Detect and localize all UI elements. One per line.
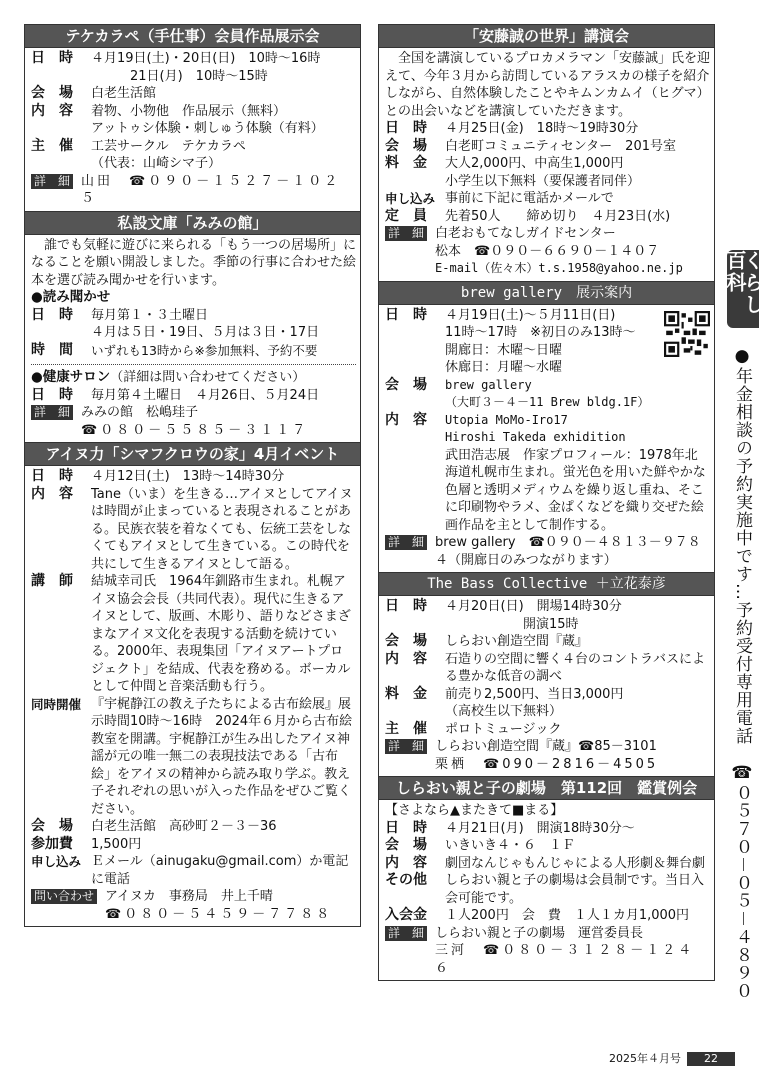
row-label: 詳 細: [385, 226, 427, 241]
row-label: 日 時: [385, 598, 427, 614]
row-label: 日 時: [385, 306, 427, 323]
row-value: 白老町コミュニティセンター 201号室: [445, 138, 676, 154]
info-row: [31, 486, 356, 574]
section-bass: [378, 573, 715, 777]
row-value: Tane（いま）を生きる…アイヌとしてアイヌは時間が止まっていると表現されることがある。民族衣装を着なくても、伝統工芸をしなくてもアイヌとして生きている。この時代を共にして生きるアイヌとして語る。: [91, 486, 353, 572]
pension-notice: ●年金相談の予約実施中です…予約受付専用電話 ☎０５７０－０５－４８９０: [732, 346, 752, 1000]
row-value: 11時～17時 ※初日のみ13時～: [445, 325, 636, 340]
row-value: 白老生活館 高砂町２－３－36: [91, 819, 277, 834]
row-label: 会 場: [31, 818, 73, 834]
info-row: [385, 855, 710, 873]
row-value: （代表：山崎シマ子）: [91, 156, 222, 171]
row-label: 同時開催: [31, 696, 82, 712]
section-mimi: [24, 212, 361, 444]
row-value: 栗栖 ☎090－2816－4505: [435, 756, 659, 772]
info-row: [385, 377, 710, 412]
row-label: 日 時: [31, 306, 73, 323]
info-row: [31, 50, 356, 85]
info-row: [31, 888, 356, 923]
row-label: 時 間: [31, 341, 73, 358]
row-label: 詳 細: [385, 739, 427, 754]
row-value: 工芸サークル テケカラペ: [91, 138, 246, 154]
row-value: 先着50人 締め切り ４月23日(水): [445, 208, 671, 224]
row-label: 内 容: [31, 102, 73, 119]
row-value: 開演15時: [445, 616, 579, 632]
info-row: [385, 721, 710, 739]
info-row: [385, 738, 710, 773]
row-label: 日 時: [31, 386, 73, 403]
row-value: ４月19日(土)～５月11日(日): [445, 307, 616, 323]
row-label: 会 場: [31, 85, 73, 101]
row-label: 詳 細: [31, 405, 73, 420]
row-label: 内 容: [385, 411, 427, 428]
row-label: 問い合わせ: [31, 889, 97, 904]
info-row: [385, 225, 710, 278]
row-value: ☎０８０－５５８５－３１１７: [81, 422, 309, 438]
row-value: 三河 ☎０８０－３１２８－１２４６: [435, 943, 695, 976]
info-row: [385, 651, 710, 686]
row-label: 会 場: [385, 137, 427, 154]
row-label: 内 容: [31, 485, 73, 502]
row-value: ４月21日(月) 開演18時30分～: [445, 820, 635, 836]
qr-code-icon[interactable]: [664, 311, 710, 357]
row-label: 会 場: [385, 376, 427, 393]
section-body: [379, 596, 714, 776]
info-row: [385, 534, 710, 569]
row-value: 劇団なんじゃもんじゃによる人形劇＆舞台劇: [445, 855, 706, 871]
row-label: 料 金: [385, 155, 427, 171]
row-value: Ｅメール（ainugaku@gmail.com）か電記に電話: [91, 854, 349, 887]
row-value: 事前に下記に電話かメールで: [445, 191, 614, 206]
row-label: 内 容: [385, 854, 427, 871]
row-value: 結城幸司氏 1964年釧路市生まれ。札幌アイヌ協会会長（共同代表）。現代に生きるアイヌとして、版画、木彫り、語りなどさまざまなアイヌ文化を表現する活動を続けている。2000年、表現集団「アイヌアートプロジェクト」を結成、代表を務める。ボーカルとして仲間と音楽活動も行う。: [91, 574, 351, 694]
info-row: [385, 633, 710, 651]
row-value: いきいき４・６ １Ｆ: [445, 838, 576, 853]
info-row: [385, 907, 710, 925]
info-row: [31, 818, 356, 836]
row-value: 毎月第１・３土曜日: [91, 307, 209, 323]
subheading: ●健康サロン: [31, 369, 111, 385]
info-row: [385, 307, 710, 377]
row-value: 大人2,000円、中高生1,000円: [445, 156, 624, 171]
row-label: 日 時: [31, 468, 73, 484]
info-row: [31, 85, 356, 103]
info-row: [31, 138, 356, 173]
row-value: しらおい親と子の劇場は会員制です。当日入会可能です。: [445, 873, 704, 906]
row-value: ４月20日(日) 開場14時30分: [445, 599, 622, 614]
row-value: 開廊日：木曜～日曜: [445, 342, 563, 358]
row-value: 1,500円: [91, 836, 142, 852]
row-value: １人200円 会 費 １人１カ月1,000円: [445, 908, 690, 923]
row-label: 申し込み: [385, 191, 436, 206]
row-label: 主 催: [31, 137, 73, 154]
info-row: [31, 696, 356, 819]
info-row: [31, 103, 356, 138]
info-row: [385, 190, 710, 208]
row-value: （大町３－４－11 Brew bldg.1F）: [445, 395, 650, 409]
section-ando: [378, 24, 715, 282]
info-row: [385, 208, 710, 226]
row-value: 『宇梶静江の教え子たちによる古布絵展』展示時間10時～16時 2024年６月から古布絵教室を開講。宇梶静江が生み出したアイヌ神謡が元の唯一無二の表現技法である「古布絵」をアイヌの精神から読み取り学ぶ。教え子それぞれの思いが入った作品をぜひご覧ください。: [91, 696, 353, 817]
category-tab: くらし百科: [727, 250, 759, 328]
row-label: 入会金: [385, 907, 427, 923]
info-row: [31, 573, 356, 696]
row-label: 内 容: [385, 650, 427, 667]
row-value: 白老生活館: [91, 86, 157, 101]
row-value: ポロトミュージック: [445, 721, 562, 737]
row-value: 武田浩志展 作家プロフィール：1978年北海道札幌市生まれ。蛍光色を用いた鮮やかな色層と透明メディウムを繰り返し重ね、そこに印刷物やラメ、金ぱくなどを織り交ぜた絵画作品を主として制作する。: [445, 447, 706, 533]
info-row: [385, 872, 710, 907]
row-value: 休廊日：月曜～水曜: [445, 360, 563, 375]
section-title: しらおい親と子の劇場 第112回 鑑賞例会: [379, 777, 714, 800]
info-row: [385, 820, 710, 838]
page-number: 22: [687, 1052, 735, 1066]
info-row: [385, 120, 710, 138]
info-row: [31, 468, 356, 486]
row-label: 詳 細: [31, 174, 73, 189]
info-row: [385, 598, 710, 633]
row-value: 山田 ☎０９０－１５２７－１０２５: [81, 173, 341, 206]
info-row: [31, 173, 356, 208]
row-value: ４月12日(土) 13時～14時30分: [91, 469, 285, 484]
row-value: Hiroshi Takeda exhidition: [445, 430, 626, 444]
info-row: [385, 138, 710, 156]
row-label: 申し込み: [31, 854, 82, 869]
info-row: [385, 837, 710, 855]
info-row: [385, 925, 710, 978]
info-row: [385, 412, 710, 535]
row-label: 日 時: [385, 819, 427, 836]
intro-text: 誰でも気軽に遊びに来られる「もう一つの居場所」になることを願い開設しました。季節の行事に合わせた絵本を選び読み聞かせを行います。: [31, 237, 357, 288]
row-value: いずれも13時から※参加無料、予約不要: [91, 342, 318, 358]
section-body: [25, 466, 360, 926]
section-body: [25, 235, 360, 443]
row-value: アイヌカ 事務局 井上千晴: [105, 889, 273, 904]
info-row: [31, 836, 356, 854]
info-row: [385, 155, 710, 190]
row-label: その他: [385, 872, 427, 888]
row-label: 会 場: [385, 633, 427, 649]
section-title: The Bass Collective ＋立花泰彦: [379, 573, 714, 596]
section-title: brew gallery 展示案内: [379, 282, 714, 305]
info-row: [31, 387, 356, 405]
row-value: （高校生以下無料）: [445, 704, 563, 719]
section-body: [25, 48, 360, 211]
row-value: しらおい創造空間『蔵』: [445, 634, 589, 649]
section-tekakarape: [24, 24, 361, 212]
row-value: ４月は５日・19日、５月は３日・17日: [91, 325, 320, 340]
row-value: 石造りの空間に響く４台のコントラバスによる豊かな低音の調べ: [445, 651, 706, 684]
row-label: 料 金: [385, 685, 427, 702]
info-row: [31, 342, 356, 360]
row-label: 会 場: [385, 837, 427, 853]
divider: [31, 364, 356, 365]
section-theater: [378, 777, 715, 981]
section-ainu: [24, 443, 361, 927]
row-value: ４月19日(土)・20日(日) 10時～16時: [91, 51, 321, 66]
row-value: 白老おもてなしガイドセンター: [435, 226, 616, 241]
row-value: アットゥシ体験・刺しゅう体験（有料）: [91, 121, 324, 136]
row-value: 小学生以下無料（要保護者同伴）: [445, 173, 641, 189]
play-title: 【さよなら▲またきて■まる】: [385, 803, 564, 818]
section-title: テケカラペ（手仕事）会員作品展示会: [25, 25, 360, 48]
row-label: 定 員: [385, 207, 427, 224]
row-value: みみの館 松嶋珪子: [81, 405, 199, 420]
section-body: [379, 800, 714, 980]
row-value: brew gallery ☎０９０－４８１３－９７８４（開廊日のみつながります）: [435, 535, 701, 568]
row-label: 日 時: [31, 50, 73, 66]
subheading-note: （詳細は問い合わせてください）: [110, 370, 306, 385]
row-value: E-mail（佐々木）t.s.1958@yahoo.ne.jp: [435, 261, 683, 275]
info-row: [31, 404, 356, 439]
row-label: 日 時: [385, 120, 427, 136]
info-row: [31, 307, 356, 342]
row-label: 主 催: [385, 720, 427, 737]
section-brew: [378, 282, 715, 574]
row-value: 21日(月) 10時～15時: [91, 68, 268, 84]
row-value: ☎０８０－５４５９－７７８８: [105, 906, 333, 922]
row-label: 詳 細: [385, 926, 427, 941]
row-value: 着物、小物他 作品展示（無料）: [91, 103, 287, 119]
row-label: 参加費: [31, 835, 73, 852]
row-value: 松本 ☎０９０－６６９０－１４０７: [435, 243, 660, 259]
row-value: しらおい親と子の劇場 運営委員長: [435, 925, 644, 941]
issue-label: 2025年４月号: [609, 1052, 681, 1065]
row-value: Utopia MoMo-Iro17: [445, 412, 568, 427]
subheading: ●読み聞かせ: [31, 289, 111, 305]
intro-text: 全国を講演しているプロカメラマン「安藤誠」氏を迎えて、今年３月から訪問しているアラスカの様子を紹介しながら、自然体験したことやキムンカムイ（ヒグマ）との出会いなどを講演していただきます。: [385, 51, 711, 119]
footer: [609, 1050, 735, 1068]
row-value: brew gallery: [445, 377, 532, 392]
info-row: [31, 853, 356, 888]
section-body: [379, 305, 714, 573]
section-body: [379, 48, 714, 281]
row-value: しらおい創造空間『蔵』☎85－3101: [435, 739, 657, 754]
row-label: 講 師: [31, 573, 73, 589]
info-row: [385, 686, 710, 721]
row-value: ４月25日(金) 18時～19時30分: [445, 121, 639, 136]
row-label: 詳 細: [385, 535, 427, 550]
row-value: 前売り2,500円、当日3,000円: [445, 686, 624, 702]
row-value: 毎月第４土曜日 ４月26日、５月24日: [91, 387, 320, 403]
section-title: 私設文庫「みみの館」: [25, 212, 360, 235]
section-title: アイヌ力「シマフクロウの家」4月イベント: [25, 443, 360, 466]
section-title: 「安藤誠の世界」講演会: [379, 25, 714, 48]
